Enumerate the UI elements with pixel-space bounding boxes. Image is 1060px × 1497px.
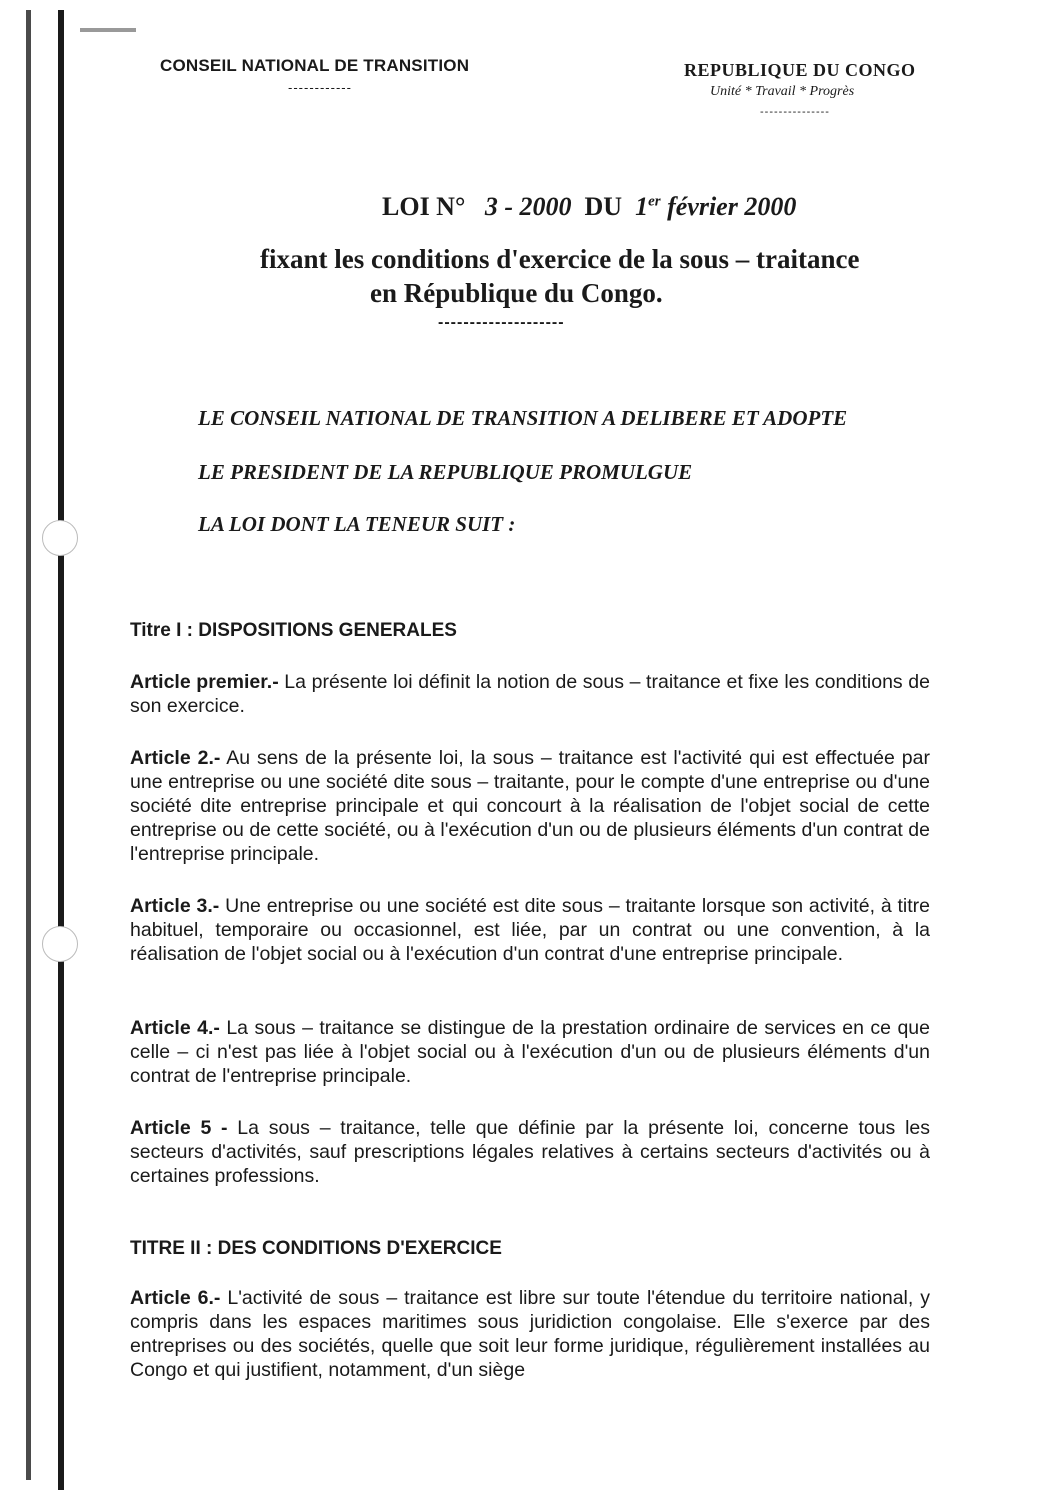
article-2	[130, 746, 930, 866]
punch-hole	[42, 926, 78, 962]
law-day: 1	[635, 192, 649, 221]
binding-edge-bar	[58, 10, 64, 1490]
article-text: La sous – traitance se distingue de la prestation ordinaire de services en ce que celle – ci n'est pas liée à l'objet social ou à l'exécution d'un ou de plusieurs éléments d'un contrat de l'entreprise principale.	[130, 1017, 930, 1087]
article-text: Une entreprise ou une société est dite sous – traitante lorsque son activité, à titre habituel, temporaire ou occasionnel, est liée, par un contrat ou une convention, à la réalisation de l'objet social ou à l'exécution d'un contrat d'une entreprise principale.	[130, 895, 930, 965]
article-6	[130, 1286, 930, 1382]
law-day-sup: er	[648, 193, 661, 210]
preamble-line-1: LE CONSEIL NATIONAL DE TRANSITION A DELIBERE ET ADOPTE	[198, 406, 848, 430]
article-text: La sous – traitance, telle que définie par la présente loi, concerne tous les secteurs d'activités, sauf prescriptions légales relatives à certains secteurs d'activités ou à certaines professions.	[130, 1117, 930, 1187]
law-du: DU	[584, 192, 623, 221]
law-number: 3 - 2000	[484, 192, 572, 221]
article-5	[130, 1116, 930, 1188]
article-label: Article premier.-	[130, 671, 279, 693]
article-text: La présente loi définit la notion de sous – traitance et fixe les conditions de son exercice.	[130, 671, 930, 717]
national-motto: Unité * Travail * Progrès	[710, 84, 855, 99]
section-title-2: TITRE II : DES CONDITIONS D'EXERCICE	[130, 1238, 502, 1259]
issuing-body-rule: ------------	[288, 80, 352, 95]
article-label: Article 6.-	[130, 1287, 221, 1309]
punch-hole	[42, 520, 78, 556]
preamble-line-2: LE PRESIDENT DE LA REPUBLIQUE PROMULGUE	[198, 460, 693, 484]
article-label: Article 5 -	[130, 1117, 228, 1139]
article-4	[130, 1016, 930, 1088]
law-subtitle-line-2: en République du Congo.	[370, 278, 663, 308]
country-rule: ---------------	[760, 106, 830, 118]
article-label: Article 2.-	[130, 747, 221, 769]
issuing-body: CONSEIL NATIONAL DE TRANSITION	[160, 56, 470, 75]
law-title	[382, 192, 796, 222]
article-text: Au sens de la présente loi, la sous – traitance est l'activité qui est effectuée par une entreprise ou une société dite sous – traitante, pour le compte d'une entreprise ou d'une société dite entreprise principale et qui concourt à la réalisation de l'objet social de cette entreprise ou de cette société, ou à l'exécution d'un ou de plusieurs éléments d'un contrat de l'entreprise principale.	[130, 747, 930, 865]
article-label: Article 3.-	[130, 895, 220, 917]
law-subtitle-line-1: fixant les conditions d'exercice de la sous – traitance	[260, 244, 860, 274]
article-text: L'activité de sous – traitance est libre sur toute l'étendue du territoire national, y compris dans les espaces maritimes sous juridiction congolaise. Elle s'exerce par des entreprises ou des sociétés, quelle que soit leur forme juridique, régulièrement installées au Congo et qui justifient, notamment, d'un siège	[130, 1287, 930, 1381]
scan-mark	[80, 28, 136, 32]
section-title-1: Titre I : DISPOSITIONS GENERALES	[130, 620, 457, 641]
preamble-line-3: LA LOI DONT LA TENEUR SUIT :	[198, 512, 516, 536]
law-prefix: LOI N°	[382, 192, 466, 221]
law-date: février 2000	[667, 192, 797, 221]
country-name: REPUBLIQUE DU CONGO	[684, 60, 916, 80]
article-premier	[130, 670, 930, 718]
law-title-rule: --------------------	[438, 314, 565, 331]
article-3	[130, 894, 930, 966]
binding-edge-line	[26, 10, 31, 1480]
article-label: Article 4.-	[130, 1017, 220, 1039]
